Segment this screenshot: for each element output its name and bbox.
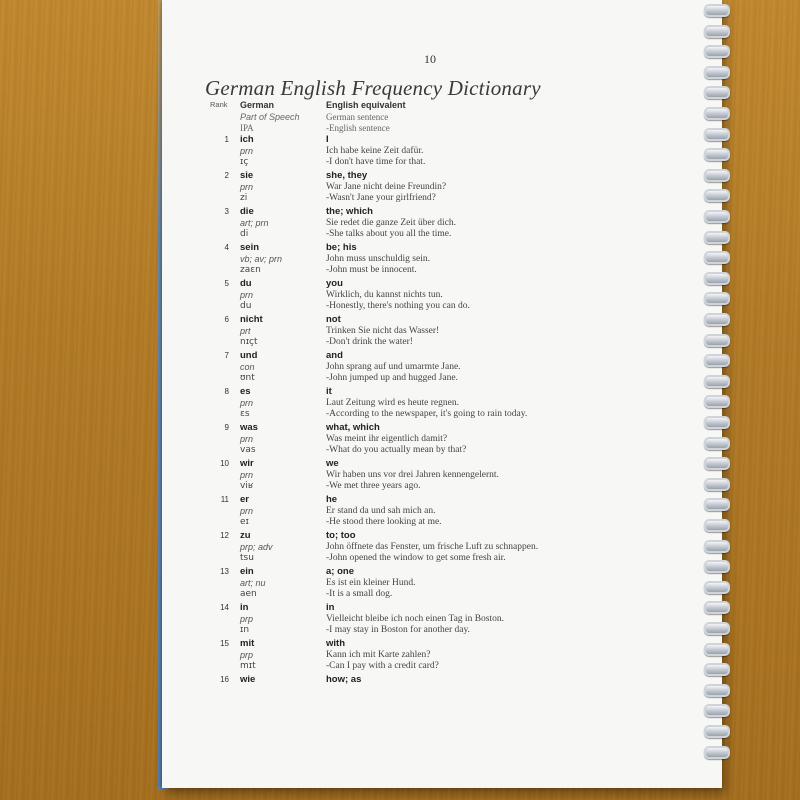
dictionary-entry: [0, 565, 800, 601]
entry-ipa: zaɛn: [240, 265, 261, 275]
entry-rank: 16: [220, 675, 229, 684]
entry-english-sentence: -We met three years ago.: [326, 481, 421, 491]
dictionary-entry: [0, 169, 800, 205]
entry-german-word: und: [240, 350, 258, 361]
entry-german-sentence: Kann ich mit Karte zahlen?: [326, 650, 431, 660]
entry-english-equivalent: to; too: [326, 530, 356, 541]
entry-german-word: er: [240, 494, 249, 505]
entry-german-sentence: John muss unschuldig sein.: [326, 254, 430, 264]
header-german-sentence: German sentence: [326, 112, 389, 122]
entry-german-word: was: [240, 422, 258, 433]
entry-english-sentence: -John opened the window to get some fresh air.: [326, 553, 506, 563]
entry-english-sentence: -Don't drink the water!: [326, 337, 413, 347]
entry-german-sentence: Er stand da und sah mich an.: [326, 506, 436, 516]
entry-part-of-speech: vb; av; prn: [240, 254, 283, 264]
entry-part-of-speech: prn: [240, 182, 254, 192]
entry-ipa: zi: [240, 193, 248, 203]
entry-rank: 6: [224, 315, 229, 324]
entry-english-equivalent: with: [326, 638, 345, 649]
header-english: English equivalent: [326, 100, 406, 110]
binding-ring: [704, 86, 730, 99]
entry-english-equivalent: and: [326, 350, 343, 361]
entry-part-of-speech: prp: [240, 614, 254, 624]
binding-ring: [704, 107, 730, 120]
entry-rank: 11: [220, 495, 229, 504]
entry-part-of-speech: con: [240, 362, 255, 372]
dictionary-entry: [0, 601, 800, 637]
entry-english-sentence: -It is a small dog.: [326, 589, 393, 599]
dictionary-entry: [0, 385, 800, 421]
page-title: German English Frequency Dictionary: [205, 76, 541, 100]
entry-english-sentence: -Honestly, there's nothing you can do.: [326, 301, 470, 311]
entry-german-sentence: Laut Zeitung wird es heute regnen.: [326, 398, 459, 408]
entry-rank: 7: [224, 351, 229, 360]
entry-part-of-speech: prn: [240, 434, 254, 444]
entry-ipa: ɪç: [240, 157, 249, 167]
entry-english-sentence: -According to the newspaper, it's going to rain today.: [326, 409, 528, 419]
entry-ipa: viʁ: [240, 481, 254, 491]
entry-part-of-speech: prp; adv: [240, 542, 273, 552]
entry-ipa: di: [240, 229, 249, 239]
entry-rank: 10: [220, 459, 229, 468]
entry-german-word: sie: [240, 170, 254, 181]
entry-rank: 15: [220, 639, 229, 648]
entry-english-equivalent: you: [326, 278, 343, 289]
binding-ring: [704, 45, 730, 58]
dictionary-entry: [0, 205, 800, 241]
dictionary-entry: [0, 421, 800, 457]
entry-english-equivalent: not: [326, 314, 341, 325]
entry-german-word: ich: [240, 134, 254, 145]
entry-part-of-speech: prn: [240, 470, 254, 480]
entry-german-word: mit: [240, 638, 255, 649]
binding-ring: [704, 4, 730, 17]
header-english-sentence: -English sentence: [326, 123, 390, 133]
dictionary-entry: [0, 493, 800, 529]
entry-rank: 4: [224, 243, 229, 252]
binding-ring: [704, 66, 730, 79]
entry-english-equivalent: be; his: [326, 242, 357, 253]
entry-english-equivalent: he: [326, 494, 338, 505]
entry-rank: 12: [220, 531, 229, 540]
dictionary-entry: [0, 349, 800, 385]
entry-part-of-speech: prn: [240, 146, 254, 156]
entry-english-equivalent: we: [326, 458, 339, 469]
entry-german-word: die: [240, 206, 254, 217]
entry-ipa: aen: [240, 589, 257, 599]
entry-ipa: ʊnt: [240, 373, 255, 383]
binding-ring: [704, 25, 730, 38]
dictionary-entry: [0, 313, 800, 349]
entry-german-word: in: [240, 602, 249, 613]
entry-rank: 1: [224, 135, 229, 144]
entry-english-equivalent: in: [326, 602, 335, 613]
entry-german-sentence: Sie redet die ganze Zeit über dich.: [326, 218, 457, 228]
entry-english-sentence: -John jumped up and hugged Jane.: [326, 373, 458, 383]
entry-part-of-speech: prt: [240, 326, 251, 336]
dictionary-entry: [0, 529, 800, 565]
entry-german-word: es: [240, 386, 251, 397]
entry-rank: 5: [224, 279, 229, 288]
entry-german-sentence: John sprang auf und umarmte Jane.: [326, 362, 461, 372]
entry-part-of-speech: prp: [240, 650, 254, 660]
entry-english-equivalent: she, they: [326, 170, 368, 181]
entry-part-of-speech: prn: [240, 290, 254, 300]
dictionary-entry: [0, 637, 800, 673]
entry-english-sentence: -What do you actually mean by that?: [326, 445, 467, 455]
entry-ipa: tsu: [240, 553, 254, 563]
page-number: 10: [424, 52, 436, 66]
entry-rank: 8: [224, 387, 229, 396]
entry-english-equivalent: the; which: [326, 206, 373, 217]
entry-english-sentence: -Can I pay with a credit card?: [326, 661, 439, 671]
entry-english-equivalent: what, which: [326, 422, 380, 433]
entry-ipa: nɪçt: [240, 337, 258, 347]
entry-ipa: du: [240, 301, 252, 311]
dictionary-entry: [0, 457, 800, 493]
entry-ipa: eɪ: [240, 517, 249, 527]
entry-german-word: du: [240, 278, 252, 289]
entry-ipa: ɪn: [240, 625, 250, 635]
dictionary-entry: [0, 277, 800, 313]
entry-part-of-speech: prn: [240, 506, 254, 516]
binding-ring: [704, 725, 730, 738]
binding-ring: [704, 746, 730, 759]
entry-rank: 14: [220, 603, 229, 612]
header-ipa: IPA: [240, 123, 254, 133]
entry-german-sentence: Was meint ihr eigentlich damit?: [326, 434, 448, 444]
entry-english-sentence: -I may stay in Boston for another day.: [326, 625, 470, 635]
dictionary-entry: [0, 673, 800, 709]
entry-rank: 13: [220, 567, 229, 576]
entry-german-word: wie: [240, 674, 256, 685]
entry-ipa: vas: [240, 445, 256, 455]
entry-german-word: wir: [240, 458, 254, 469]
entry-english-equivalent: it: [326, 386, 332, 397]
entry-german-sentence: War Jane nicht deine Freundin?: [326, 182, 447, 192]
entry-german-word: sein: [240, 242, 260, 253]
entry-german-sentence: John öffnete das Fenster, um frische Luft zu schnappen.: [326, 542, 539, 552]
entry-german-sentence: Trinken Sie nicht das Wasser!: [326, 326, 440, 336]
entry-german-word: nicht: [240, 314, 263, 325]
entry-part-of-speech: art; prn: [240, 218, 269, 228]
entry-english-equivalent: how; as: [326, 674, 362, 685]
dictionary-entry: [0, 241, 800, 277]
entry-rank: 3: [224, 207, 229, 216]
entry-ipa: mɪt: [240, 661, 256, 671]
entry-german-sentence: Vielleicht bleibe ich noch einen Tag in Boston.: [326, 614, 504, 624]
entry-english-sentence: -I don't have time for that.: [326, 157, 426, 167]
header-german: German: [240, 100, 275, 110]
entry-english-sentence: -She talks about you all the time.: [326, 229, 452, 239]
entry-ipa: ɛs: [240, 409, 250, 419]
entry-english-sentence: -John must be innocent.: [326, 265, 417, 275]
entry-english-sentence: -He stood there looking at me.: [326, 517, 442, 527]
header-part-of-speech: Part of Speech: [240, 112, 300, 122]
entry-german-sentence: Wir haben uns vor drei Jahren kennengelernt.: [326, 470, 499, 480]
entry-german-sentence: Es ist ein kleiner Hund.: [326, 578, 416, 588]
dictionary-entry: [0, 133, 800, 169]
header-rank: Rank: [210, 100, 228, 109]
entry-german-sentence: Wirklich, du kannst nichts tun.: [326, 290, 443, 300]
entry-german-sentence: Ich habe keine Zeit dafür.: [326, 146, 424, 156]
entry-english-equivalent: a; one: [326, 566, 354, 577]
entry-part-of-speech: prn: [240, 398, 254, 408]
entry-rank: 9: [224, 423, 229, 432]
entry-german-word: zu: [240, 530, 251, 541]
entry-german-word: ein: [240, 566, 254, 577]
entry-english-equivalent: I: [326, 134, 329, 145]
entry-part-of-speech: art; nu: [240, 578, 266, 588]
entry-english-sentence: -Wasn't Jane your girlfriend?: [326, 193, 436, 203]
entry-rank: 2: [224, 171, 229, 180]
